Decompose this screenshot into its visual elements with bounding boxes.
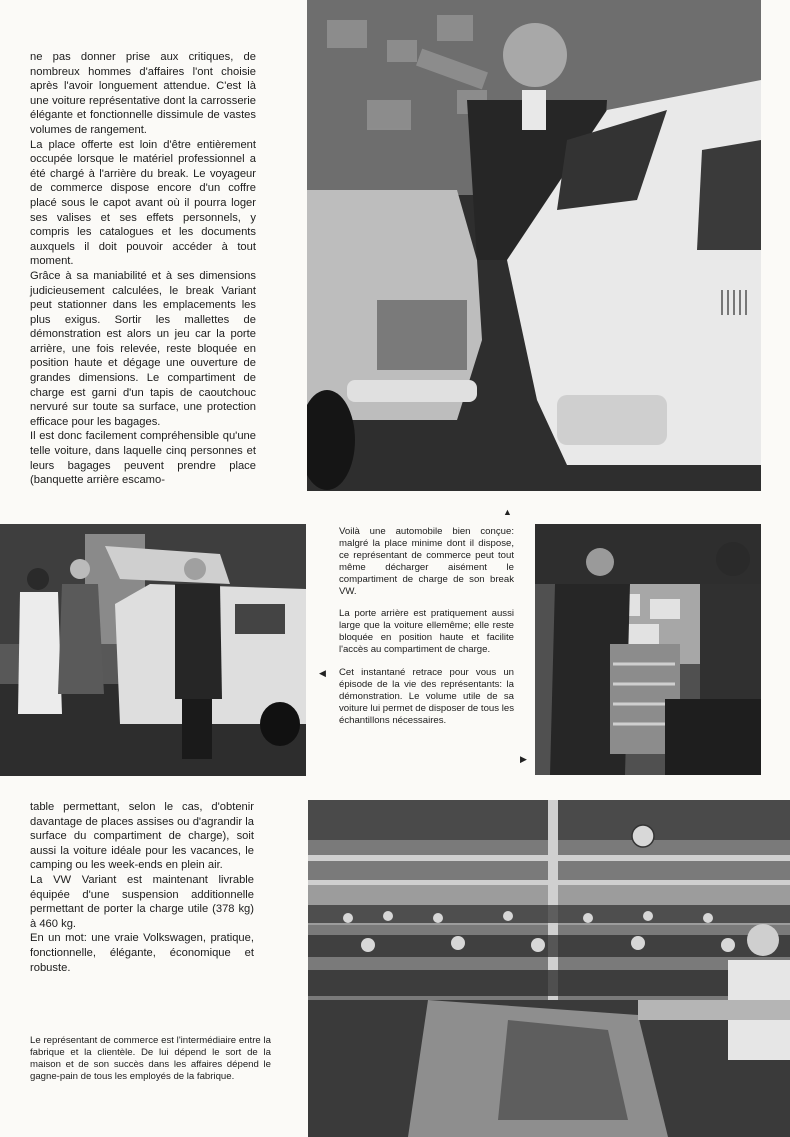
caption-paragraph: Cet instantané retrace pour vous un épisode de la vie des représentants: la démonstration. Le volume utile de sa voiture lui permet de disposer de tous les échantillons nécessaires.: [339, 667, 514, 726]
article-paragraph: table permettant, selon le cas, d'obtenir davantage de places assises ou d'agrandir la surface du compartiment de charge), soit aussi la voiture idéale pour les vacances, le camping ou les week-ends en plein air.: [30, 801, 254, 872]
caption-factory: Le représentant de commerce est l'intermédiaire entre la fabrique et la clientèle. De lui dépend le sort de la maison et de son succès dans les affaires dépend le gagne-pain de tous les employés de la fabrique.: [30, 1035, 271, 1082]
article-column-1: [30, 50, 256, 488]
arrow-up-icon: ▲: [503, 507, 512, 517]
photo-demonstration: [535, 524, 761, 775]
photo-salesman-trunk: [307, 0, 761, 491]
photo-women-car: [0, 524, 306, 776]
photo-factory: [308, 800, 790, 1137]
caption-paragraph: Voilà une automobile bien conçue: malgré la place minime dont il dispose, ce représentant de commerce peut tout même décharger aisément le compartiment de charge de son break VW.: [339, 526, 514, 597]
article-paragraph: La VW Variant est maintenant livrable équipée d'une suspension additionnelle permettant de porter la charge utile (378 kg) à 460 kg.: [30, 873, 254, 930]
article-paragraph: En un mot: une vraie Volkswagen, pratique, fonctionnelle, élégante, économique et robuste.: [30, 932, 254, 974]
caption-paragraph: La porte arrière est pratiquement aussi large que la voiture ellemême; elle reste bloquée en position haute et facilite l'accès au compartiment de charge.: [339, 608, 514, 656]
captions-middle: [339, 526, 514, 738]
arrow-right-icon: ▶: [520, 754, 527, 764]
arrow-left-icon: ◀: [319, 668, 326, 678]
article-paragraph: Il est donc facilement compréhensible qu'une telle voiture, dans laquelle cinq personnes et leurs bagages peuvent prendre place (banquette arrière escamo-: [30, 430, 256, 487]
article-column-2: [30, 800, 254, 975]
article-paragraph: Grâce à sa maniabilité et à ses dimensions judicieusement calculées, le break Variant peut stationner dans les emplacements les plus exigus. Sortir les mallettes de démonstration est alors un jeu car la porte arrière, une fois relevée, reste bloquée en position haute et dégage une ouverture de grandes dimensions. Le compartiment de charge est garni d'un tapis de caoutchouc nervuré sur toute sa surface, une protection efficace pour les bagages.: [30, 269, 256, 428]
article-paragraph: La place offerte est loin d'être entièrement occupée lorsque le matériel professionnel a été chargé à l'arrière du break. Le voyageur de commerce dispose encore d'un coffre placé sous le capot avant où il pourra loger ses valises et ses effets personnels, y compris les catalogues et les documents auxquels il doit pouvoir accéder à tout moment.: [30, 138, 256, 268]
article-paragraph: ne pas donner prise aux critiques, de nombreux hommes d'affaires l'ont choisie après l'avoir longuement attendue. C'est là une voiture représentative dont la carrosserie élégante et fonctionnelle dissimule de vastes volumes de rangement.: [30, 51, 256, 136]
